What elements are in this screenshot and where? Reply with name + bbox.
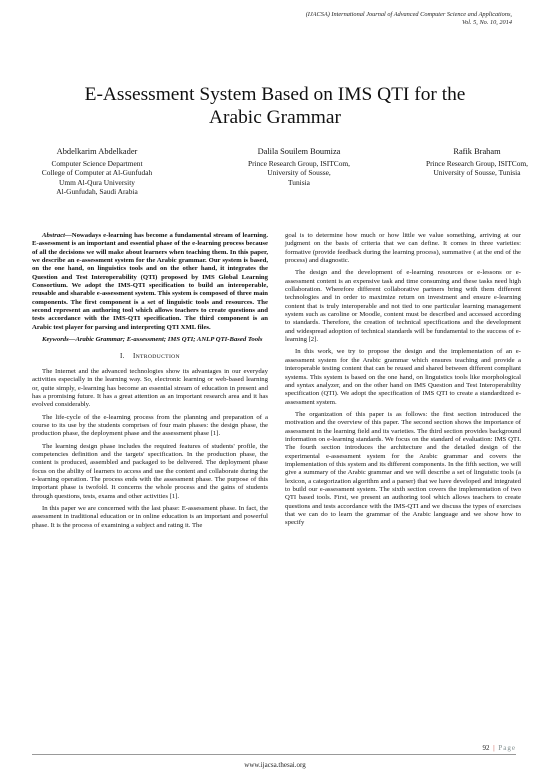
footer-divider [32, 754, 516, 755]
journal-name: (IJACSA) International Journal of Advanced Computer Science and Applications, [305, 11, 512, 18]
author-2 [248, 147, 350, 197]
body-paragraph: In this paper we are concerned with the last phase: E-assessment phase. In fact, the assessment in traditional education or in online education is an important and powerful phase. It is the process of examining a subject and rating it. The [32, 504, 268, 529]
keywords-text: —Arabic Grammar; E-assessment; IMS QTI; ANLP QTI-Based Tools [68, 336, 263, 344]
section-heading [32, 352, 268, 361]
author-name: Abdelkarim Abdelkader [56, 147, 138, 156]
page-num: 92 [482, 744, 490, 752]
author-name: Dalila Souilem Boumiza [257, 147, 341, 156]
author-affiliation: University of Sousse, Tunisia [433, 168, 521, 178]
page-separator: | [493, 744, 495, 752]
author-affiliation: Umm Al-Qura University [59, 177, 135, 187]
footer-url: www.ijacsa.thesai.org [244, 761, 306, 769]
journal-volume: Vol. 5, No. 10, 2014 [461, 19, 512, 27]
author-block [22, 147, 528, 197]
body-paragraph: goal is to determine how much or how little we value something, arriving at our judgment on the basis of criteria that we can define. It comes in three varieties: formative (provide feedback during the learning process), summative ( at the end of the process) and diagnostic. [285, 232, 521, 265]
body-paragraph: The organization of this paper is as follows: the first section introduced the motivation and the overview of this paper. The second section shows the importance of assessment in the learning field and its varieties. The third section provides background information on e-learning standards. We focus on the standard of evaluation: IMS QTI. The fourth section introduces the architecture and the detailed design of the experimental e-assessment system for the Arabic grammar and covers the implementation of this system and its different components. In the fifth section, we will give a summary of the Arabic grammar and we will describe a set of linguistic tools (a lexicon, a categorization algorithm and a parser) that we have developed and integrated to build our e-assessment system. The sixth section covers the implementation of two QTI based tools. First, we present an authoring tool which allows teachers to create questions and tests accordance with the IMS-QTI and we discuss the types of exercises that we can do to learn the grammar of the Arabic language and we show how to specify [285, 410, 521, 527]
keywords-label: Keywords [42, 336, 69, 344]
body-paragraph: The learning design phase includes the required features of students' profile, the competencies definition and the targets' specification. In the production phase, the content is produced, assembled and packaged to be delivered. The deployment phase focus on the ability of learners to access and use the content and collaborate during the e-learning operation. The process ends with the assessment phase. The purpose of this important phase is twofold. It concerns the whole process and the gains of students through questions, tests, exams and other activities [1]. [32, 442, 268, 500]
body-paragraph: The life-cycle of the e-learning process from the planning and preparation of a course to its use by the students comprises of four main phases: the design phase, the production phase, the deployment phase and the assessment phase [1]. [32, 413, 268, 438]
page-number [482, 744, 516, 752]
keywords [32, 336, 268, 344]
author-1 [22, 147, 172, 197]
body-paragraph: In this work, we try to propose the design and the implementation of an e-assessment system for the Arabic grammar which ensures teaching and provide a interoperable testing content that can be reused and shared between different compliant systems. This system is based on the one hand, on linguistics tools like morphological and syntax analyzer, and on the other hand on IMS Question and Test Interoperability specification (QTI). We adopt the specification of IMS QTI to create a standardized e-assessment system. [285, 348, 521, 406]
author-3 [426, 147, 528, 197]
title-line-2: Arabic Grammar [209, 107, 341, 128]
author-affiliation: Tunisia [288, 177, 310, 187]
page-word: Page [498, 744, 516, 752]
author-affiliation: Computer Science Department [51, 158, 143, 168]
right-column [285, 232, 521, 532]
abstract-label: Abstract [42, 232, 66, 239]
author-affiliation: University of Sousse, [267, 168, 331, 178]
section-title: NTRODUCTION [135, 354, 180, 361]
author-affiliation: Al-Gunfudah, Saudi Arabia [56, 187, 138, 197]
abstract-text: —Nowadays e-learning has become a fundamental stream of learning. E-assessment is an important and essential phase of the e-learning process because of all the decisions we will make about learners when teaching them. In this paper, we describe an e-assessment system for the Arabic grammar. Our system is based, on the one hand, on linguistics tools and on the other hand, it integrates the Question and Test Interoperability (QTI) proposed by IMS Global Learning Consortium. We adopt the IMS-QTI specification to build an interoperable, reusable and sharable e-assessment system. This system is composed of three main components. The first component is a set of linguistic tools and resources. The second represent an authoring tool which allows teachers to create questions and tests accordance with the IMS-QTI specification. The third component is an Arabic test player for parsing and interpreting QTI XML files. [32, 232, 268, 331]
author-name: Rafik Braham [453, 147, 501, 156]
paper-title [30, 83, 520, 129]
journal-header [306, 11, 512, 28]
author-affiliation: Prince Research Group, ISITCom, [425, 158, 528, 168]
abstract [32, 232, 268, 332]
body-paragraph: The Internet and the advanced technologies show its advantages in our everyday activities especially in the learning way. So, electronic learning or web-based learning or, quite simply, e-learning has become an essential stream of education in present and has a promising future. It has a great attention as an important research area and it has evolved considerably. [32, 367, 268, 409]
body-paragraph: The design and the development of e-learning resources or e-lessons or e-assessment content is an expensive task and time consuming and these tasks need high collaboration. Wherefore different collaborative partners bring with them different technologies and in order to maximize return on investment and ensure e-learning content that is truly interoperable and not tied to one particular learning management system such as caroline or Moodle, content must be described and accessed according to standards. Therefore, the creation of technical specifications and the development and widespread adoption of technical standards will be fundamental to the success of e-learning [2]. [285, 269, 521, 344]
section-number: I. [120, 352, 125, 361]
left-column [32, 232, 268, 534]
author-affiliation: College of Computer at Al-Gunfudah [41, 168, 153, 178]
title-line-1: E-Assessment System Based on IMS QTI for the [84, 84, 466, 105]
author-affiliation: Prince Research Group, ISITCom, [247, 158, 350, 168]
section-initial: I [132, 352, 136, 361]
